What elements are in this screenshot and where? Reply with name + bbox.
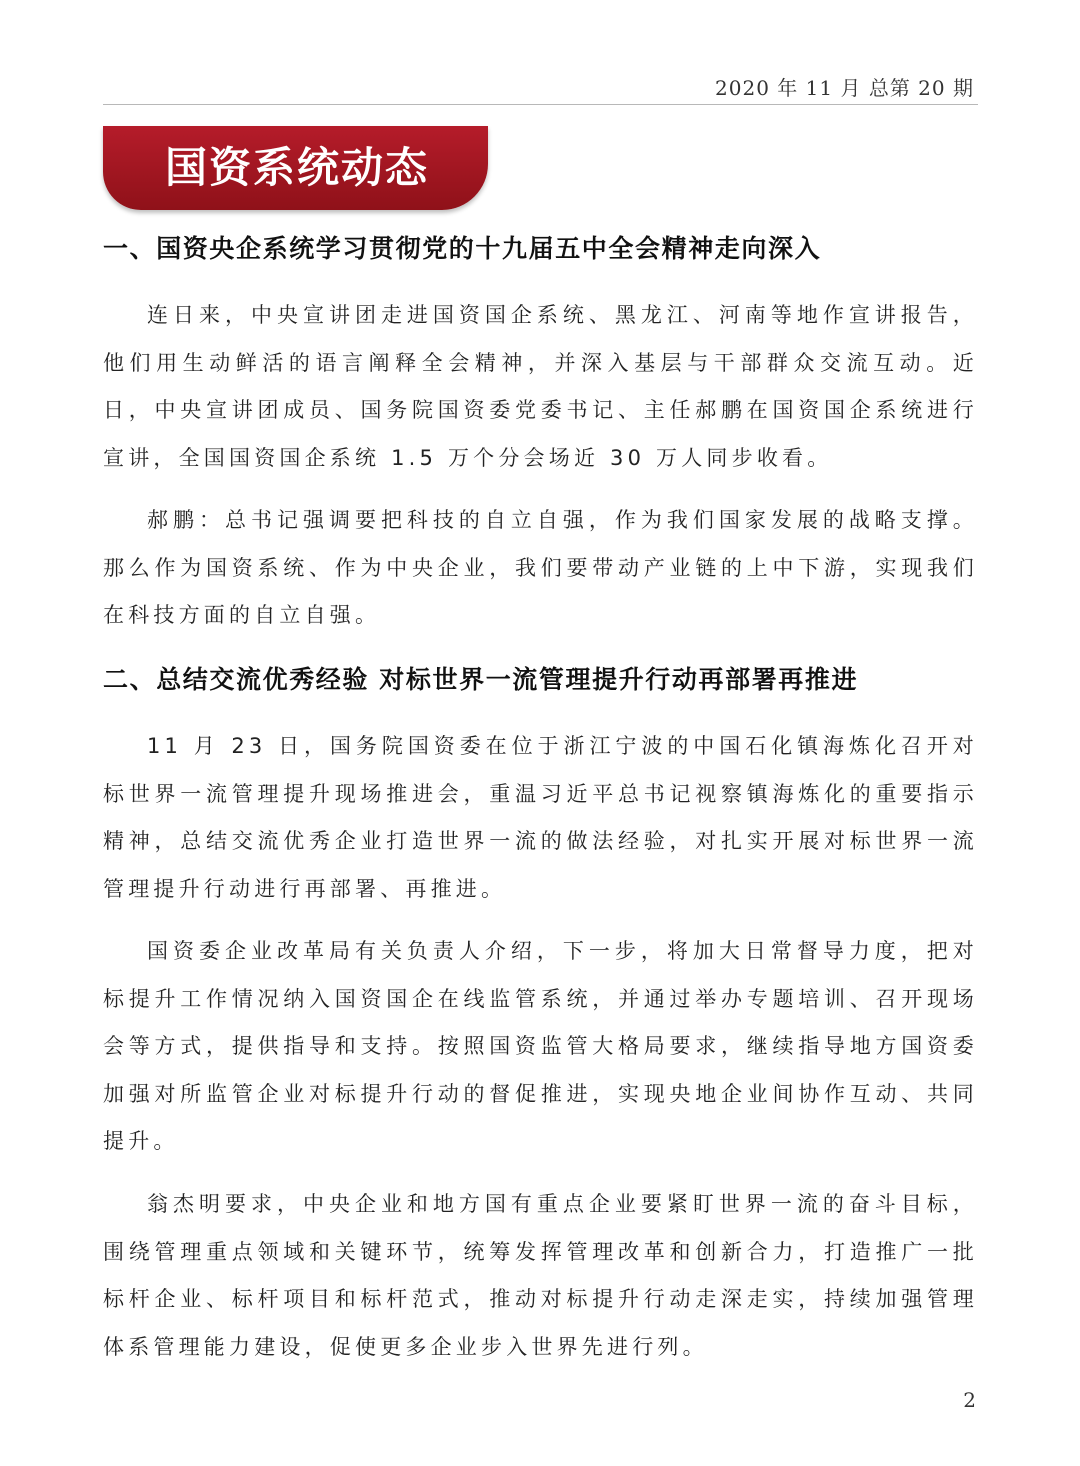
page-number: 2: [963, 1388, 976, 1412]
banner-title: 国资系统动态: [165, 143, 430, 192]
section-banner: [103, 126, 488, 210]
issue-header: 2020 年 11 月 总第 20 期: [715, 76, 974, 100]
section-heading-2: 二、总结交流优秀经验 对标世界一流管理提升行动再部署再推进: [103, 665, 859, 694]
paragraph-2-1: 11 月 23 日，国务院国资委在位于浙江宁波的中国石化镇海炼化召开对标世界一流管理提升现场推进会，重温习近平总书记视察镇海炼化的重要指示精神，总结交流优秀企业打造世界一流的做法经验，对扎实开展对标世界一流管理提升行动进行再部署、再推进。: [103, 734, 978, 901]
header-divider: [103, 104, 978, 105]
paragraph-1-2: 郝鹏：总书记强调要把科技的自立自强，作为我们国家发展的战略支撑。那么作为国资系统、作为中央企业，我们要带动产业链的上中下游，实现我们在科技方面的自立自强。: [103, 508, 978, 627]
paragraph-2-2: 国资委企业改革局有关负责人介绍，下一步，将加大日常督导力度，把对标提升工作情况纳入国资国企在线监管系统，并通过举办专题培训、召开现场会等方式，提供指导和支持。按照国资监管大格局要求，继续指导地方国资委加强对所监管企业对标提升行动的督促推进，实现央地企业间协作互动、共同提升。: [103, 939, 978, 1153]
paragraph-1-1: 连日来，中央宣讲团走进国资国企系统、黑龙江、河南等地作宣讲报告，他们用生动鲜活的语言阐释全会精神，并深入基层与干部群众交流互动。近日，中央宣讲团成员、国务院国资委党委书记、主任郝鹏在国资国企系统进行宣讲，全国国资国企系统 1.5 万个分会场近 30 万人同步收看。: [103, 303, 978, 470]
section-heading-1: 一、国资央企系统学习贯彻党的十九届五中全会精神走向深入: [103, 234, 822, 263]
paragraph-2-3: 翁杰明要求，中央企业和地方国有重点企业要紧盯世界一流的奋斗目标，围绕管理重点领域和关键环节，统筹发挥管理改革和创新合力，打造推广一批标杆企业、标杆项目和标杆范式，推动对标提升行动走深走实，持续加强管理体系管理能力建设，促使更多企业步入世界先进行列。: [103, 1192, 978, 1359]
